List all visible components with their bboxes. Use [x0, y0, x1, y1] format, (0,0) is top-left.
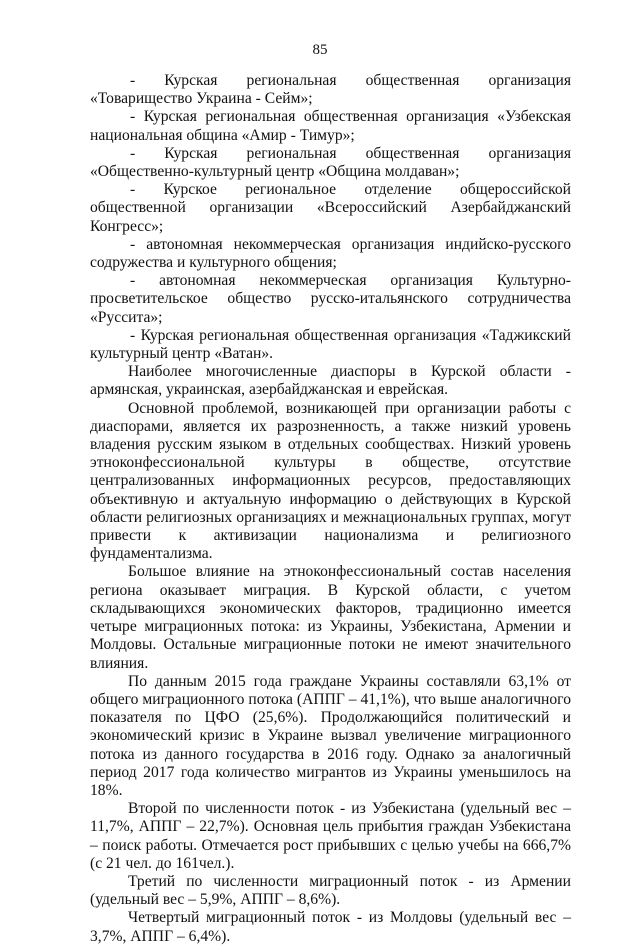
paragraph-armenia: Третий по численности миграционный поток - из Армении (удельный вес – 5,9%, АППГ – 8,6%).	[90, 872, 571, 909]
paragraph-migration: Большое влияние на этноконфессиональный состав населения региона оказывает миграция. В Курской области, с учетом складывающихся экономических факторов, традиционно имеется четыре миграционных потока: из Украины, Узбекистана, Армении и Молдовы. Остальные миграционные потоки не имеют значительного влияния.	[90, 563, 571, 672]
paragraph-diasporas: Наиболее многочисленные диаспоры в Курской области - армянская, украинская, азербайджанская и еврейская.	[90, 363, 571, 399]
list-item: - автономная некоммерческая организация индийско-русского содружества и культурного общения;	[90, 235, 571, 272]
paragraph-ukraine: По данным 2015 года граждане Украины составляли 63,1% от общего миграционного потока (АППГ – 41,1%), что выше аналогичного показателя по ЦФО (25,6%). Продолжающийся политический и экономический кризис в Украине вызвал увеличение миграционного потока из данного государства в 2016 году. Однако за аналогичный период 2017 года количество мигрантов из Украины уменьшилось на 18%.	[90, 672, 571, 799]
list-item: - Курская региональная общественная организация «Товарищество Украина - Сейм»;	[90, 72, 571, 108]
document-body	[90, 72, 571, 946]
paragraph-moldova: Четвертый миграционный поток - из Молдовы (удельный вес – 3,7%, АППГ – 6,4%).	[90, 909, 571, 945]
list-item: - автономная некоммерческая организация Культурно-просветительское общество русско-итальянского сотрудничества «Руссита»;	[90, 272, 571, 326]
list-item: - Курское региональное отделение общероссийской общественной организации «Всероссийский Азербайджанский Конгресс»;	[90, 181, 571, 235]
list-item: - Курская региональная общественная организация «Общественно-культурный центр «Община молдаван»;	[90, 144, 571, 181]
page-number: 85	[312, 42, 328, 58]
list-item: - Курская региональная общественная организация «Таджикский культурный центр «Ватан».	[90, 326, 571, 363]
list-item: - Курская региональная общественная организация «Узбекская национальная община «Амир - Тимур»;	[90, 108, 571, 144]
paragraph-problems: Основной проблемой, возникающей при организации работы с диаспорами, является их разрозненность, а также низкий уровень владения русским языком в отдельных сообществах. Низкий уровень этноконфессиональной культуры в обществе, отсутствие централизованных информационных ресурсов, предоставляющих объективную и актуальную информацию о действующих в Курской области религиозных организациях и межнациональных группах, могут привести к активизации национализма и религиозного фундаментализма.	[90, 399, 571, 563]
paragraph-uzbekistan: Второй по численности поток - из Узбекистана (удельный вес – 11,7%, АППГ – 22,7%). Основная цель прибытия граждан Узбекистана – поиск работы. Отмечается рост прибывших с целью учебы на 666,7% (с 21 чел. до 161чел.).	[90, 800, 571, 872]
